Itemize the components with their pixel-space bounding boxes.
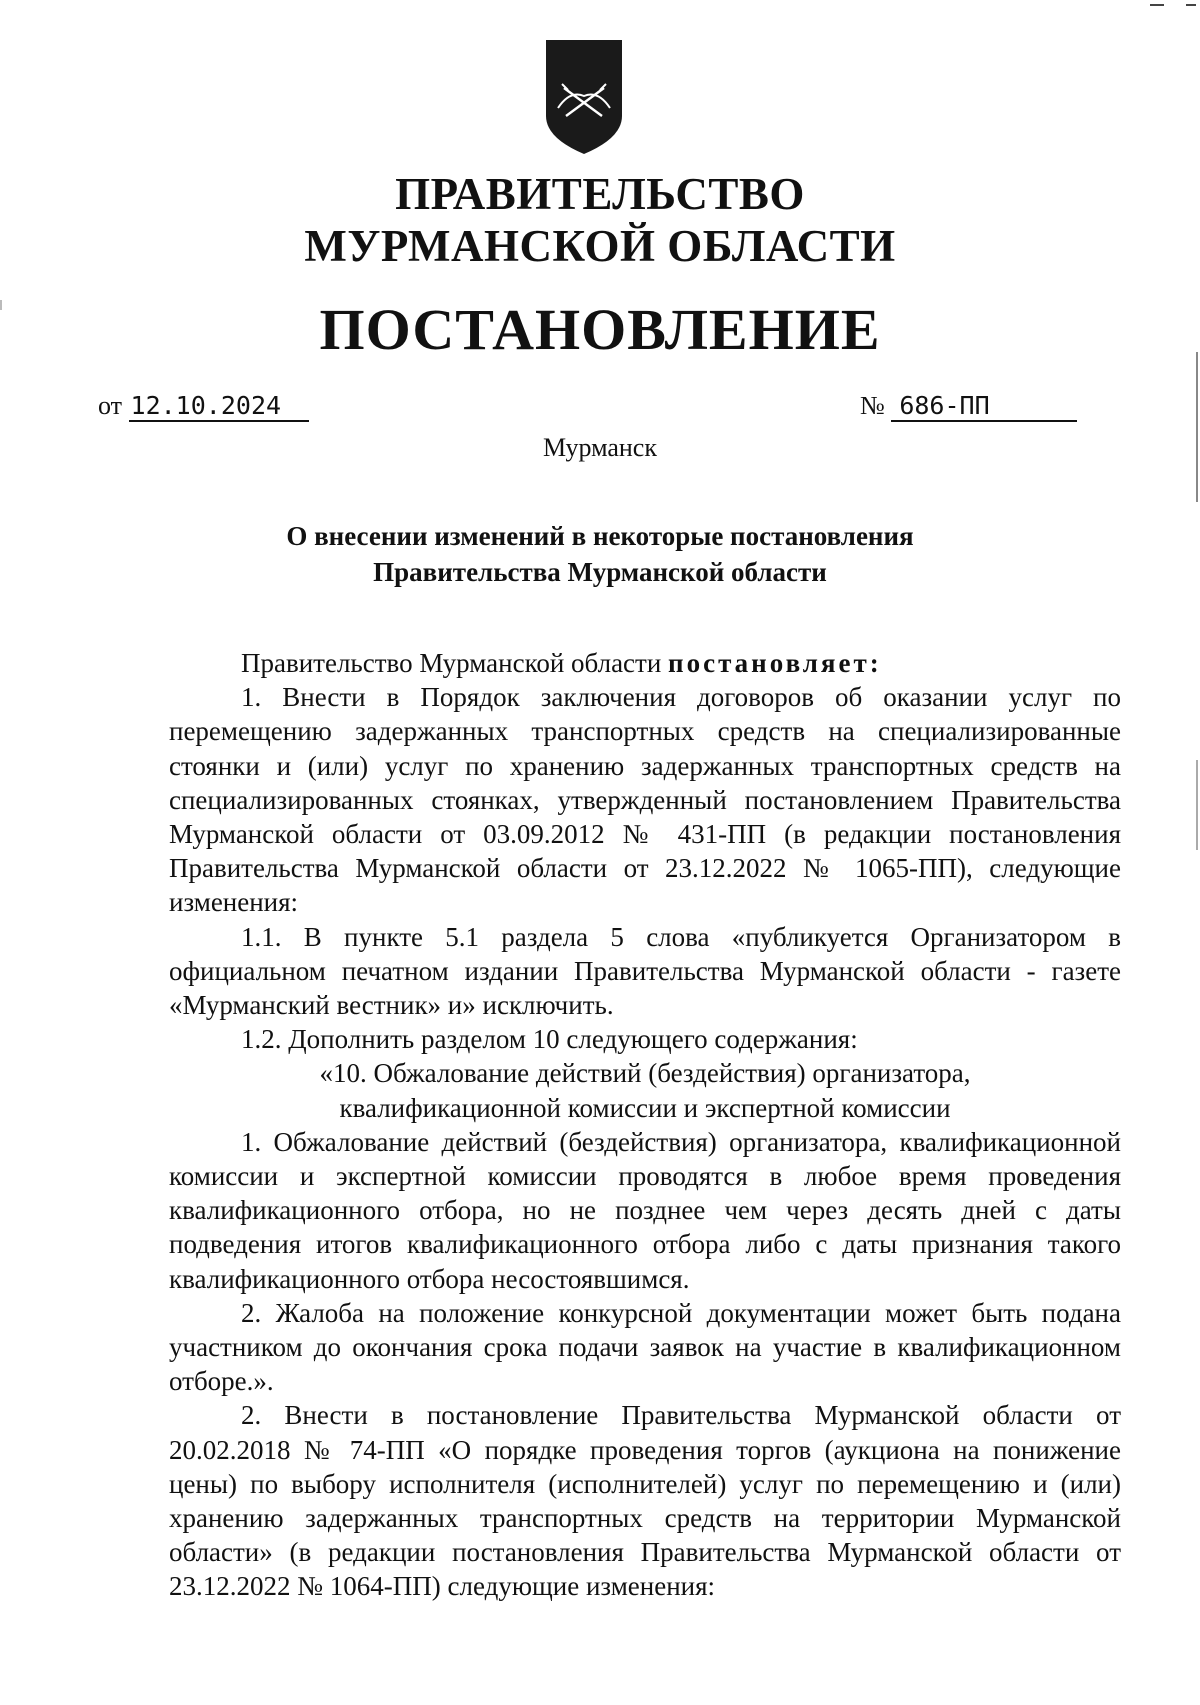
scan-edge-mark (1150, 4, 1164, 6)
section-10-paragraph-2: 2. Жалоба на положение конкурсной документации может быть подана участником до окончания срока подачи заявок на участие в квалификационном отборе.». (169, 1297, 1121, 1397)
intro-paragraph (169, 646, 1121, 680)
intro-emphasis: постановляет: (668, 648, 882, 678)
paragraph-2: 2. Внести в постановление Правительства Мурманской области от 20.02.2018 № 74-ПП «О порядке проведения торгов (аукциона на понижение цены) по выбору исполнителя (исполнителей) услуг по перемещению и (или) хранению задержанных транспортных средств на территории Мурманской области» (в редакции постановления Правительства Мурманской области от 23.12.2022 № 1064-ПП) следующие изменения: (169, 1400, 1121, 1602)
section-10-title-line1: «10. Обжалование действий (бездействия) организатора, (319, 1058, 971, 1089)
paragraph-1-1: 1.1. В пункте 5.1 раздела 5 слова «публикуется Организатором в официальном печатном издании Правительства Мурманской области - газете «Мурманский вестник» и» исключить. (169, 921, 1121, 1021)
coat-of-arms-emblem (544, 38, 624, 156)
scan-edge-mark (1186, 4, 1196, 6)
section-10-title-line2: квалификационной комиссии и экспертной комиссии (339, 1092, 951, 1123)
document-date (98, 390, 309, 422)
number-value: 686-ПП (891, 392, 1077, 422)
scan-edge-mark (0, 300, 2, 310)
paragraph-1-2: 1.2. Дополнить разделом 10 следующего содержания: (241, 1024, 858, 1055)
date-prefix: от (98, 391, 123, 420)
intro-text: Правительство Мурманской области (241, 648, 669, 678)
document-body (169, 646, 1121, 1604)
document-number (860, 390, 1077, 422)
government-title-line1: ПРАВИТЕЛЬСТВО (395, 169, 805, 219)
number-prefix: № (860, 391, 885, 420)
document-type-title: ПОСТАНОВЛЕНИЕ (319, 297, 881, 362)
paragraph-1: 1. Внести в Порядок заключения договоров об оказании услуг по перемещению задержанных транспортных средств на специализированные стоянки и (или) услуг по хранению задержанных транспортных средств на специализированных стоянках, утвержденный постановлением Правительства Мурманской области от 03.09.2012 № 431-ПП (в редакции постановления Правительства Мурманской области от 23.12.2022 № 1065-ПП), следующие изменения: (169, 682, 1121, 918)
subject-line1: О внесении изменений в некоторые постановления (286, 521, 914, 551)
government-title (0, 168, 1200, 272)
document-subject (0, 518, 1200, 590)
subject-line2: Правительства Мурманской области (373, 557, 827, 587)
scan-edge-mark (1196, 760, 1198, 850)
date-value: 12.10.2024 (129, 392, 309, 422)
city-name: Мурманск (543, 433, 657, 462)
government-title-line2: МУРМАНСКОЙ ОБЛАСТИ (304, 221, 896, 271)
scan-edge-mark (1196, 352, 1198, 502)
section-10-paragraph-1: 1. Обжалование действий (бездействия) организатора, квалификационной комиссии и экспертной комиссии проводятся в любое время проведения квалификационного отбора, но не позднее чем через десять дней с даты подведения итогов квалификационного отбора либо с даты признания такого квалификационного отбора несостоявшимся. (169, 1126, 1121, 1294)
